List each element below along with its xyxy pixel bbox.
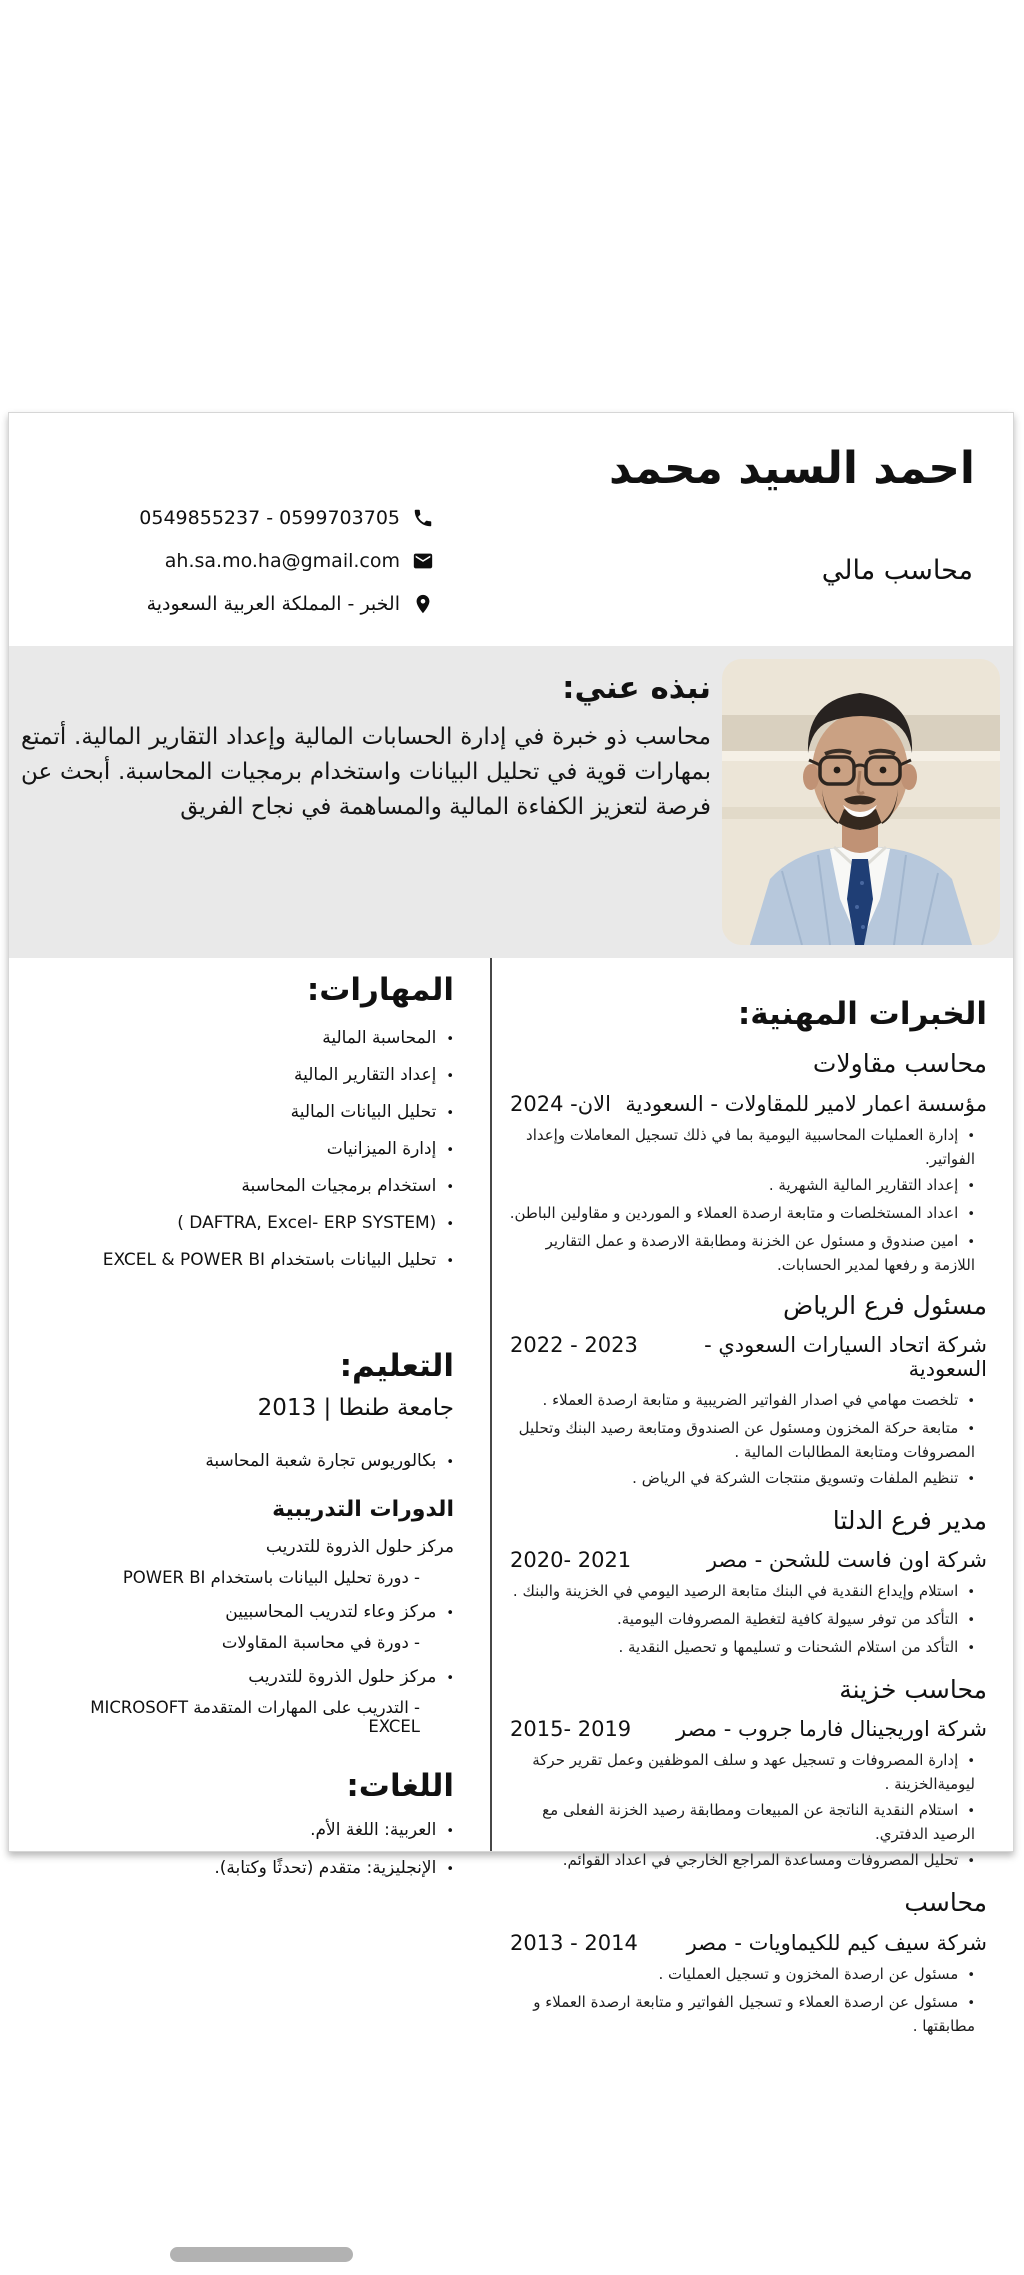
skill-item: • تحليل البيانات المالية bbox=[35, 1100, 454, 1126]
job-bullet: • استلام النقدية الناتجة عن المبيعات ومطابقة رصيد الخزنة الفعلى مع الرصيد الدفتري. bbox=[506, 1799, 975, 1845]
contact-location bbox=[64, 591, 434, 617]
about-heading: نبذه عني: bbox=[562, 670, 711, 706]
job-dates: 2019 -2015 bbox=[510, 1717, 632, 1742]
job-company-row bbox=[506, 1931, 987, 1955]
language-item: • الإنجليزية: متقدم (تحدثًا وكتابة). bbox=[35, 1856, 454, 1882]
job-company: شركة اتحاد السيارات السعودي - السعودية bbox=[704, 1332, 987, 1381]
job-bullet: • إدارة العمليات المحاسبية اليومية بما في ذلك تسجيل المعاملات وإعداد الفواتير. bbox=[506, 1124, 975, 1170]
email-address: ah.sa.mo.ha@gmail.com bbox=[164, 550, 400, 572]
languages-list bbox=[35, 1818, 454, 1882]
person-name: احمد السيد محمد bbox=[609, 443, 975, 494]
job-company-row bbox=[506, 1092, 987, 1116]
job-entry bbox=[506, 1048, 987, 1275]
phone-icon bbox=[412, 507, 434, 529]
job-bullet: • تنظيم الملفات وتسويق منتجات الشركة في الرياض . bbox=[506, 1467, 975, 1491]
skills-list bbox=[35, 1026, 454, 1274]
job-dates: الان- 2024 bbox=[510, 1091, 611, 1116]
job-bullet: • التأكد من توفر سيولة كافية لتغطية المصروفات اليومية. bbox=[506, 1608, 975, 1632]
resume-page bbox=[8, 412, 1014, 2035]
location-pin-icon bbox=[412, 593, 434, 615]
course-center: • مركز وعاء لتدريب المحاسبيين bbox=[35, 1602, 454, 1622]
contact-email bbox=[64, 548, 434, 574]
skills-heading: المهارات: bbox=[306, 972, 454, 1008]
experience-column bbox=[492, 958, 1013, 2035]
job-bullet: • امين صندوق و مسئول عن الخزنة ومطابقة الارصدة و عمل التقارير اللازمة و رفعها لمدير الحسابات. bbox=[506, 1230, 975, 1276]
languages-heading: اللغات: bbox=[346, 1767, 454, 1804]
job-company: شركة سيف كيم للكيماويات - مصر bbox=[686, 1930, 987, 1955]
job-entry bbox=[506, 1887, 987, 2036]
email-icon bbox=[412, 550, 434, 572]
job-dates: 2023 - 2022 bbox=[510, 1332, 638, 1357]
course-item: - التدريب على المهارات المتقدمة MICROSOFT EXCEL bbox=[90, 1697, 420, 1736]
job-company-row bbox=[506, 1333, 987, 1381]
job-bullet: • إعداد التقارير المالية الشهرية . bbox=[506, 1174, 975, 1198]
course-center: مركز حلول الذروة للتدريب bbox=[265, 1536, 454, 1557]
skill-item: • استخدام برمجيات المحاسبة bbox=[35, 1174, 454, 1200]
contact-phone bbox=[64, 505, 434, 531]
degree-item: • بكالوريوس تجارة شعبة المحاسبة bbox=[35, 1451, 454, 1471]
job-dates: 2021 -2020 bbox=[510, 1548, 632, 1573]
job-company-row bbox=[506, 1548, 987, 1572]
experience-heading: الخبرات المهنية: bbox=[737, 996, 987, 1032]
location-text: الخبر - المملكة العربية السعودية bbox=[146, 593, 400, 615]
job-bullet: • استلام وإيداع النقدية في البنك متابعة الرصيد اليومي في الخزينة والبنك . bbox=[506, 1580, 975, 1604]
job-bullet: • مسئول عن ارصدة العملاء و تسجيل الفواتير و متابعة ارصدة العملاء و مطابقتها . bbox=[506, 1991, 975, 2037]
job-entry bbox=[506, 1290, 987, 1491]
skill-item: • إعداد التقارير المالية bbox=[35, 1063, 454, 1089]
job-company-row bbox=[506, 1717, 987, 1741]
skill-item: • المحاسبة المالية bbox=[35, 1026, 454, 1052]
job-entry bbox=[506, 1674, 987, 1873]
job-entry bbox=[506, 1505, 987, 1660]
job-company: شركة اون فاست للشحن - مصر bbox=[706, 1548, 987, 1573]
job-company: شركة اوريجينال فارما جروب - مصر bbox=[676, 1717, 987, 1742]
sidebar-column bbox=[9, 958, 490, 1878]
skill-item bbox=[35, 1211, 454, 1237]
about-section bbox=[9, 646, 1013, 958]
profile-photo bbox=[722, 659, 1000, 945]
university-line: جامعة طنطا | 2013 bbox=[257, 1394, 454, 1421]
job-company: مؤسسة اعمار لامير للمقاولات - السعودية bbox=[625, 1091, 987, 1116]
home-indicator[interactable] bbox=[170, 2247, 353, 2262]
resume-header bbox=[9, 413, 1013, 646]
job-bullet: • تحليل المصروفات ومساعدة المراجع الخارجي في اعداد القوائم. bbox=[506, 1849, 975, 1873]
profile-photo-illustration bbox=[722, 659, 1000, 945]
job-bullet: • متابعة حركة المخزون ومسئول عن الصندوق ومتابعة رصيد البنك وتحليل المصروفات ومتابعة المطالبات المالية . bbox=[506, 1417, 975, 1463]
course-item: - دورة تحليل البيانات باستخدام POWER BI bbox=[122, 1567, 420, 1587]
job-title: مدير فرع الدلتا bbox=[832, 1505, 987, 1535]
job-bullet: • إدارة المصروفات و تسجيل عهد و سلف الموظفين وعمل تقرير حركة ليوميةالخزينة . bbox=[506, 1749, 975, 1795]
job-bullet-list bbox=[506, 1124, 987, 1276]
person-job-title: محاسب مالي bbox=[821, 555, 973, 586]
job-bullet: • تلخصت مهامي في اصدار الفواتير الضريبية و متابعة ارصدة العملاء . bbox=[506, 1389, 975, 1413]
skill-item: • تحليل البيانات باستخدام EXCEL & POWER BI bbox=[35, 1248, 454, 1274]
job-bullet-list bbox=[506, 1749, 987, 1873]
job-bullet-list bbox=[506, 1963, 987, 2037]
job-bullet: • اعداد المستخلصات و متابعة ارصدة العملاء و الموردين و مقاولين الباطن. bbox=[506, 1202, 975, 1226]
education-heading: التعليم: bbox=[339, 1348, 454, 1385]
job-title: محاسب bbox=[904, 1888, 987, 1918]
course-item: - دورة في محاسبة المقاولات bbox=[221, 1632, 420, 1652]
job-title: محاسب خزينة bbox=[839, 1675, 987, 1705]
job-dates: 2014 - 2013 bbox=[510, 1930, 638, 1955]
phone-numbers: 0549855237 - 0599703705 bbox=[139, 507, 400, 529]
job-bullet: • التأكد من استلام الشحنات و تسليمها و تحصيل النقدية . bbox=[506, 1636, 975, 1660]
job-bullet-list bbox=[506, 1389, 987, 1491]
about-text: محاسب ذو خبرة في إدارة الحسابات المالية وإعداد التقارير المالية. أتمتع بمهارات قوية في تحليل البيانات واستخدام برمجيات المحاسبة. أبحث عن فرصة لتعزيز الكفاءة المالية والمساهمة في نجاح الفريق bbox=[21, 724, 711, 820]
skill-item: • إدارة الميزانيات bbox=[35, 1137, 454, 1163]
course-center: • مركز حلول الذروة للتدريب bbox=[35, 1667, 454, 1687]
language-item: • العربية: اللغة الأم. bbox=[35, 1818, 454, 1844]
contact-block bbox=[64, 505, 434, 617]
job-bullet: • مسئول عن ارصدة المخزون و تسجيل العمليات . bbox=[506, 1963, 975, 1987]
courses-heading: الدورات التدريبية bbox=[272, 1496, 454, 1522]
job-bullet-list bbox=[506, 1580, 987, 1660]
job-title: مسئول فرع الرياض bbox=[782, 1290, 987, 1320]
courses-list bbox=[35, 1537, 454, 1736]
job-title: محاسب مقاولات bbox=[812, 1049, 987, 1079]
skill-item-text: ( DAFTRA, Excel- ERP SYSTEM) bbox=[177, 1213, 437, 1234]
